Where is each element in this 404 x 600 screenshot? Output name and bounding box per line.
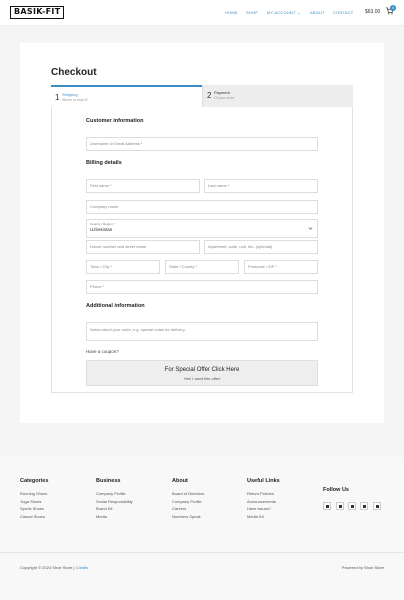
coupon-link[interactable]: Have a coupon? [86,349,119,354]
additional-info-heading: Additional information [86,303,145,309]
postcode-input[interactable]: Postcode / ZIP * [244,260,318,274]
state-county-input[interactable]: State / County * [165,260,239,274]
step-label: Shipping [62,92,78,97]
footer-heading: About [172,478,188,484]
footer-divider [0,552,404,553]
apartment-input[interactable]: Apartment, suite, unit, etc. (optional) [204,240,318,254]
step-subtitle: Of your order [214,96,235,100]
country-label: Country / Region * [90,222,115,226]
country-value: Uzbekistan [90,227,113,232]
follow-us-heading: Follow Us [323,487,349,493]
first-name-input[interactable]: First name * [86,179,200,193]
footer-link[interactable]: Brand Kit [96,506,113,511]
footer-link[interactable]: Yoga Shoes [20,498,42,504]
copyright-text [20,565,88,570]
cart-count-badge: 0 [390,5,396,11]
site-header [0,0,404,26]
page-title: Checkout [51,67,97,78]
chevron-down-icon [308,226,313,231]
offer-title: For Special Offer Click Here [164,367,240,373]
footer-link[interactable]: Have issues? [247,506,272,511]
nav-contact[interactable]: CONTACT [333,10,354,15]
step-shipping[interactable] [51,85,202,107]
step-number: 2 [207,91,212,100]
customer-info-heading: Customer information [86,118,144,124]
footer-link[interactable]: Company Profile [172,498,202,504]
footer-column-categories [20,478,48,520]
step-label: Payment [214,90,230,95]
site-logo[interactable]: BASIK-FIT [10,6,64,19]
footer-column-about [172,478,204,520]
checkout-form [51,85,353,393]
footer-heading: Useful Links [247,478,280,484]
footer-link[interactable]: Announcements [247,498,276,504]
phone-input[interactable]: Phone * [86,280,318,294]
youtube-icon[interactable] [360,502,368,510]
twitter-icon[interactable] [336,502,344,510]
country-select[interactable] [86,219,318,238]
credits-link[interactable]: Credits [75,565,89,570]
nav-about[interactable]: ABOUT [310,10,325,15]
footer-link[interactable]: Careers [172,506,187,511]
step-payment[interactable] [202,85,353,107]
order-notes-textarea[interactable]: Notes about your order, e.g. special notes for delivery. [86,322,318,341]
chevron-down-icon: ⌄ [297,10,301,15]
town-city-input[interactable]: Town / City * [86,260,160,274]
step-number: 1 [55,93,60,102]
footer-link[interactable]: Numbers Speak [172,513,201,519]
footer-link[interactable]: Social Responsibility [96,498,133,504]
offer-subtitle: Yes! I want this offer! [183,376,221,381]
footer-link[interactable]: Running Shoes [20,491,48,496]
footer-link[interactable]: Company Profile [96,491,126,496]
nav-shop[interactable]: SHOP [246,10,259,15]
copyright-label: Copyright © 2024 Shoe Store | [20,565,76,570]
footer-link[interactable]: Media Kit [247,513,264,519]
company-name-input[interactable]: Company name [86,200,318,214]
nav-home[interactable]: HOME [225,10,238,15]
footer-link[interactable]: Sports Shoes [20,506,45,511]
footer-link[interactable]: Media [96,513,107,519]
nav-my-account[interactable]: MY ACCOUNT [267,10,296,15]
footer-column-business [96,478,133,520]
facebook-icon[interactable] [323,502,331,510]
instagram-icon[interactable] [348,502,356,510]
footer-link[interactable]: Return Policies [247,491,274,496]
step-subtitle: Where to ship it? [62,98,89,102]
footer-heading: Business [96,478,121,484]
footer-heading: Categories [20,478,49,484]
special-offer-button[interactable] [86,360,318,386]
street-address-input[interactable]: House number and street name [86,240,200,254]
powered-by-text: Powered by Shoe Store [341,565,384,570]
cart-total[interactable]: $63.00 [365,9,381,15]
last-name-input[interactable]: Last name * [204,179,318,193]
linkedin-icon[interactable] [373,502,381,510]
billing-details-heading: Billing details [86,160,122,166]
footer-link[interactable]: Casual Shoes [20,513,45,519]
username-email-input[interactable]: Username or Email Address * [86,137,318,151]
footer-link[interactable]: Board of Directors [172,491,205,496]
footer-column-useful-links [247,478,280,520]
